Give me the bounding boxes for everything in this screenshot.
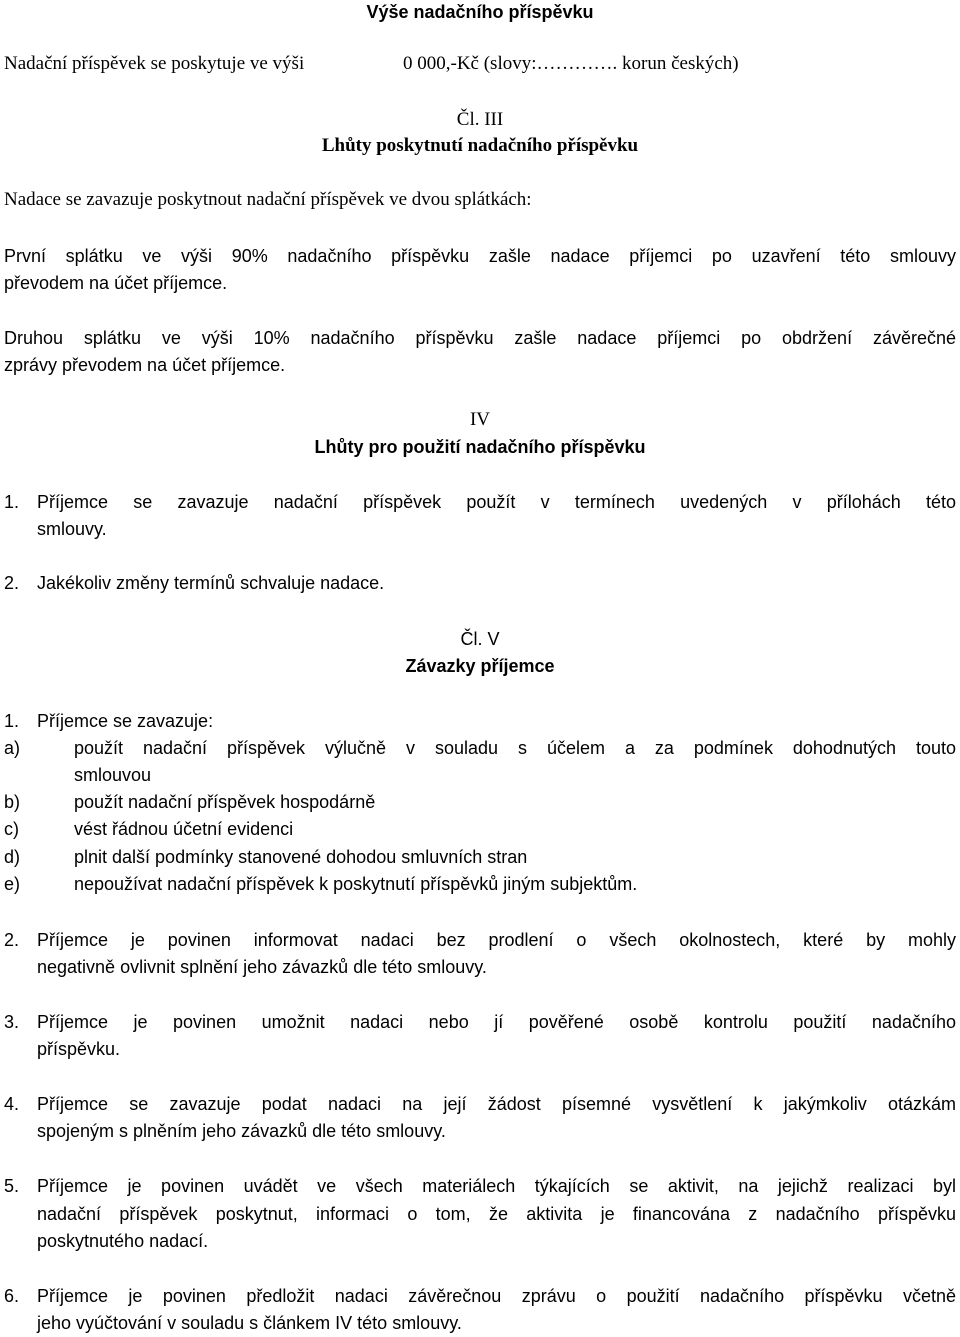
amount-paragraph [4,52,956,76]
article-3-intro: Nadace se zavazuje poskytnout nadační příspěvek ve dvou splátkách: [4,189,532,210]
article-4-item-1-number: 1. [4,492,20,512]
sub-item-a-letter: a) [4,738,21,758]
article-5-item-2-line-2: negativně ovlivnit splnění jeho závazků dle této smlouvy. [37,957,487,977]
article-5-item-2-line-1: Příjemce je povinen informovat nadaci bez prodlení o všech okolnostech, které by mohly [37,930,956,950]
article-5-item-3-line-2: příspěvku. [37,1039,121,1059]
article-5-item-4-line-1: Příjemce se zavazuje podat nadaci na její žádost písemné vysvětlení k jakýmkoliv otázkám [37,1094,956,1114]
article-4-item-2-number: 2. [4,573,20,593]
sub-item-c-text: vést řádnou účetní evidenci [74,819,294,839]
sub-item-e-text: nepoužívat nadační příspěvek k poskytnutí příspěvků jiným subjektům. [74,874,638,894]
article-4-number: IV [469,409,491,430]
sub-item-b-text: použít nadační příspěvek hospodárně [74,792,376,812]
article-5-item-6-number: 6. [4,1286,20,1306]
article-5-item-5-line-3: poskytnutého nadací. [37,1231,209,1251]
article-5-number: Čl. V [460,629,500,649]
article-5-item-5-number: 5. [4,1176,20,1196]
article-5-item-4-number: 4. [4,1094,20,1114]
article-4-item-1-line-2: smlouvy. [37,519,107,539]
article-4-item-2-text: Jakékoliv změny termínů schvaluje nadace. [37,573,385,593]
sub-item-d-text: plnit další podmínky stanovené dohodou smluvních stran [74,847,528,867]
sub-item-d-letter: d) [4,847,21,867]
article-5-item-3-line-1: Příjemce je povinen umožnit nadaci nebo jí pověřené osobě kontrolu použití nadačního [37,1012,956,1032]
article-3-paragraph-2-line-2: zprávy převodem na účet příjemce. [4,355,286,375]
article-5-item-4-line-2: spojeným s plněním jeho závazků dle této smlouvy. [37,1121,446,1141]
article-3-title: Lhůty poskytnutí nadačního příspěvku [321,135,639,156]
article-3-number: Čl. III [456,109,504,130]
article-4-title: Lhůty pro použití nadačního příspěvku [314,437,646,457]
section-title-amount: Výše nadačního příspěvku [366,2,594,22]
amount-text-left: Nadační příspěvek se poskytuje ve výši [4,53,305,74]
article-5-title: Závazky příjemce [405,656,555,676]
article-3-paragraph-2-line-1: Druhou splátku ve výši 10% nadačního příspěvku zašle nadace příjemci po obdržení závěrečné [4,328,956,348]
article-5-item-3-number: 3. [4,1012,20,1032]
article-5-item-5-line-1: Příjemce je povinen uvádět ve všech materiálech týkajících se aktivit, na jejichž realizaci byl [37,1176,956,1196]
article-5-item-1-number: 1. [4,711,20,731]
sub-item-a-line-1: použít nadační příspěvek výlučně v souladu s účelem a za podmínek dohodnutých touto [74,738,956,758]
article-5-item-1-text: Příjemce se zavazuje: [37,711,214,731]
sub-item-a-line-2: smlouvou [74,765,152,785]
article-5-item-5-line-2: nadační příspěvek poskytnut, informaci o tom, že aktivita je financována z nadačního příspěvku [37,1204,956,1224]
article-4-item-1-line-1: Příjemce se zavazuje nadační příspěvek použít v termínech uvedených v přílohách této [37,492,956,512]
article-5-item-6-line-2: jeho vyúčtování v souladu s článkem IV této smlouvy. [37,1313,462,1333]
sub-item-c-letter: c) [4,819,19,839]
article-3-paragraph-1-line-2: převodem na účet příjemce. [4,273,228,293]
amount-text-right: 0 000,-Kč (slovy:…………. korun českých) [403,53,739,74]
article-3-paragraph-1-line-1: První splátku ve výši 90% nadačního příspěvku zašle nadace příjemci po uzavření této smlouvy [4,246,956,266]
sub-item-e-letter: e) [4,874,21,894]
article-5-item-2-number: 2. [4,930,20,950]
article-5-item-6-line-1: Příjemce je povinen předložit nadaci závěrečnou zprávu o použití nadačního příspěvku včetně [37,1286,956,1306]
sub-item-b-letter: b) [4,792,21,812]
